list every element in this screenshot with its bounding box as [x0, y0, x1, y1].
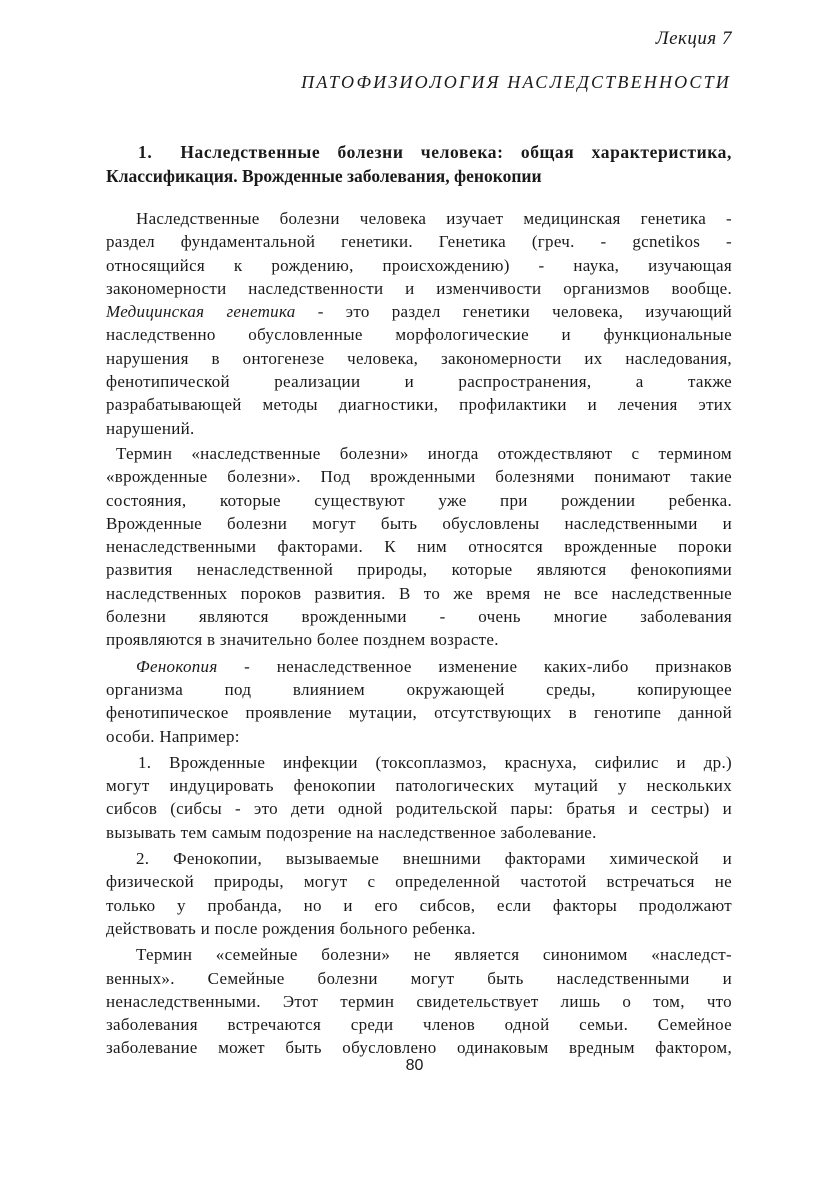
- paragraph-4: [106, 751, 732, 844]
- text-line: ненаследственными. Этот термин свидетельствует лишь о том, что: [106, 991, 732, 1011]
- text-line: состояния, которые существуют уже при рождении ребенка.: [106, 490, 732, 510]
- text-line: нарушений.: [106, 418, 195, 438]
- paragraph-2: [106, 442, 732, 652]
- page-number: 80: [405, 1057, 424, 1074]
- text-line: действовать и после рождения больного ребенка.: [106, 918, 476, 938]
- term-medical-genetics: Медицинская генетика: [106, 302, 296, 322]
- text-line: закономерности наследственности и изменчивости организмов вообще.: [106, 278, 732, 298]
- text-line: заболевание может быть обусловлено одинаковым вредным фактором,: [106, 1038, 732, 1058]
- text-line: наследственных пороков развития. В то же время не все наследственные: [106, 583, 732, 603]
- term-phenocopy: Фенокопия: [136, 656, 218, 676]
- text-line: заболевания встречаются среди членов одной семьи. Семейное: [106, 1015, 732, 1035]
- body-text: [106, 207, 732, 1060]
- text-line: Наследственные болезни человека изучает медицинская генетика -: [136, 209, 732, 228]
- text-line: Врожденные болезни могут быть обусловлены наследственными и: [106, 513, 732, 533]
- text-line: сибсов (сибсы - это дети одной родительской пары: братья и сестры) и: [106, 799, 732, 819]
- section-heading: [106, 140, 732, 188]
- text-line: разрабатывающей методы диагностики, профилактики и лечения этих: [106, 395, 732, 415]
- paragraph-6: [106, 943, 732, 1059]
- text-line: наследственно обусловленные морфологические и функциональные: [106, 325, 732, 345]
- paragraph-3: [106, 655, 732, 748]
- text-line: особи. Например:: [106, 726, 240, 746]
- text-line: 2. Фенокопии, вызываемые внешними факторами химической и: [136, 849, 732, 869]
- text-line: 1. Врожденные инфекции (токсоплазмоз, краснуха, сифилис и др.): [138, 752, 732, 772]
- text-line: физической природы, могут с определенной частотой встречаться не: [106, 872, 732, 892]
- text-line: развития ненаследственной природы, которые являются фенокопиями: [106, 560, 732, 580]
- text-line: нарушения в онтогенезе человека, закономерности их наследования,: [106, 348, 732, 368]
- text-line: Термин «семейные болезни» не является синонимом «наследст-: [136, 945, 732, 965]
- text-line: вызывать тем самым подозрение на наследственное заболевание.: [106, 822, 597, 842]
- text-line: относящийся к рождению, происхождению) - наука, изучающая: [106, 255, 732, 275]
- term-definition: - ненаследственное изменение каких-либо признаков: [217, 656, 732, 676]
- text-line: фенотипическое проявление мутации, отсутствующих в генотипе данной: [106, 703, 732, 723]
- lecture-label: Лекция 7: [655, 28, 732, 49]
- text-line-with-term: [106, 655, 732, 678]
- text-line: могут индуцировать фенокопии патологических мутаций у нескольких: [106, 776, 732, 796]
- section-number: 1.: [138, 142, 153, 162]
- text-line: болезни являются врожденными - очень многие заболевания: [106, 607, 732, 627]
- text-line: организма под влиянием окружающей среды, копирующее: [106, 679, 732, 699]
- paragraph-1: [106, 207, 732, 440]
- text-line: только у пробанда, но и его сибсов, если факторы продолжают: [106, 895, 732, 915]
- text-line: «врожденные болезни». Под врожденными болезнями понимают такие: [106, 467, 732, 487]
- text-line: фенотипической реализации и распространения, а также: [106, 372, 732, 392]
- section-heading-line2: Классификация. Врожденные заболевания, фенокопии: [106, 166, 542, 186]
- term-definition: - это раздел генетики человека, изучающий: [295, 302, 732, 322]
- text-line: проявляются в значительно более позднем возрасте.: [106, 630, 499, 650]
- lecture-title: ПАТОФИЗИОЛОГИЯ НАСЛЕДСТВЕННОСТИ: [301, 72, 731, 92]
- text-line-with-term: [106, 300, 732, 323]
- text-line: венных». Семейные болезни могут быть наследственными и: [106, 968, 732, 988]
- text-line: Термин «наследственные болезни» иногда отождествляют с термином: [116, 443, 732, 463]
- section-heading-text: Наследственные болезни человека: общая характеристика,: [180, 142, 732, 162]
- section-heading-line1: [106, 140, 732, 164]
- text-line: раздел фундаментальной генетики. Генетика (греч. - gcnetikos -: [106, 232, 732, 252]
- text-line: ненаследственными факторами. К ним относятся врожденные пороки: [106, 537, 732, 557]
- paragraph-5: [106, 847, 732, 940]
